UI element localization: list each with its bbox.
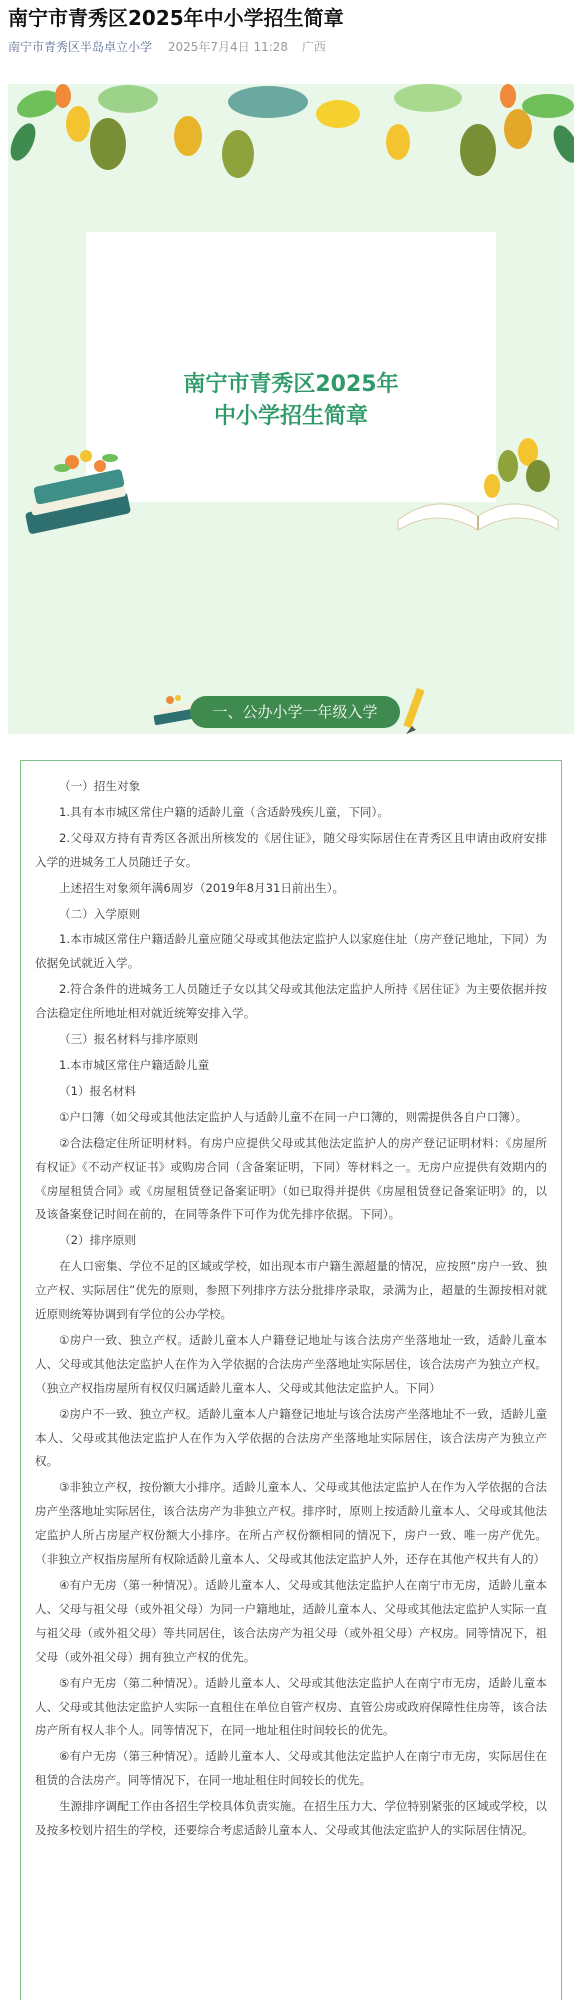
- content-paragraph: （2）排序原则: [59, 1233, 136, 1248]
- section-header: [150, 690, 440, 734]
- content-paragraph: ①房户一致、独立产权。适龄儿童本人户籍登记地址与该合法房产坐落地址一致，适龄儿童本人、父母或其他法定监护人在作为入学依据的合法房产坐落地址实际居住，该合法房产为独立产权。（独立产权指房屋所有权仅归属适龄儿童本人、父母或其他法定监护人。下同）: [35, 1332, 547, 1395]
- publish-location: 广西: [301, 40, 326, 54]
- content-paragraph: 2.符合条件的进城务工人员随迁子女以其父母或其他法定监护人所持《居住证》为主要依据并按合法稳定住所地址相对就近统筹安排入学。: [35, 982, 547, 1021]
- cover-image: [8, 84, 574, 734]
- cover-title-line-2: 中小学招生简章: [213, 404, 368, 429]
- content-paragraph: ③非独立产权，按份额大小排序。适龄儿童本人、父母或其他法定监护人在作为入学依据的合法房产坐落地址实际居住，该合法房产为非独立产权。排序时，原则上按适龄儿童本人、父母或其他法定监护人所占房屋产权份额大小排序。在所占产权份额相同的情况下，房户一致、唯一房产优先。（非独立产权指房屋所有权除适龄儿童本人、父母或其他法定监护人外，还存在其他产权共有人的）: [35, 1480, 547, 1567]
- content-paragraph: （二）入学原则: [59, 906, 141, 921]
- content-paragraph: 1.本市城区常住户籍适龄儿童: [59, 1057, 210, 1072]
- content-paragraph: ②合法稳定住所证明材料。有房户应提供父母或其他法定监护人的房产登记证明材料：《房屋所有权证》《不动产权证书》或购房合同（含备案证明，下同）等材料之一。无房户应提供有效期内的《房屋租赁合同》或《房屋租赁登记备案证明》（如已取得并提供《房屋租赁登记备案证明》的，以及该备案登记时间在前的，在同等条件下可作为优先排序依据。下同）。: [35, 1135, 547, 1222]
- cover-title-line-1: 南宁市青秀区2025年: [183, 372, 399, 397]
- content-paragraph: ④有户无房（第一种情况）。适龄儿童本人、父母或其他法定监护人在南宁市无房，适龄儿童本人、父母与祖父母（或外祖父母）为同一户籍地址，适龄儿童本人、父母或其他法定监护人实际一直与祖父母（或外祖父母）等共同居住，该合法房产为祖父母（或外祖父母）产权房。同等情况下，祖父母（或外祖父母）拥有独立产权的优先。: [35, 1578, 547, 1664]
- book-stack-illustration: [20, 444, 138, 540]
- article-meta: [8, 38, 326, 56]
- pencil-icon: [402, 684, 428, 740]
- open-book-illustration: [388, 430, 566, 542]
- publish-time: 2025年7月4日 11:28: [167, 40, 289, 54]
- leaves-decoration: [8, 84, 574, 194]
- content-paragraph: 1.具有本市城区常住户籍的适龄儿童（含适龄残疾儿童，下同）。: [59, 804, 389, 819]
- content-paragraph: （1）报名材料: [59, 1083, 136, 1098]
- content-paragraph: 在人口密集、学位不足的区域或学校，如出现本市户籍生源超量的情况，应按照“房户一致、独立产权、实际居住”优先的原则，参照下列排序方法分批排序录取，录满为止，超量的生源按相对就近原则统筹协调到有学位的公办学校。: [35, 1259, 547, 1322]
- article-title: 南宁市青秀区2025年中小学招生简章: [8, 6, 344, 30]
- content-paragraph: （一）招生对象: [59, 779, 141, 793]
- section-heading-pill: 一、公办小学一年级入学: [190, 696, 400, 728]
- content-paragraph: ②房户不一致、独立产权。适龄儿童本人户籍登记地址与该合法房产坐落地址不一致，适龄儿童本人、父母或其他法定监护人在作为入学依据的合法房产坐落地址实际居住，该合法房产为独立产权。: [35, 1406, 547, 1469]
- content-paragraph: ⑥有户无房（第三种情况）。适龄儿童本人、父母或其他法定监护人在南宁市无房，实际居住在租赁的合法房产。同等情况下，在同一地址租住时间较长的优先。: [35, 1749, 547, 1788]
- content-paragraph: 生源排序调配工作由各招生学校具体负责实施。在招生压力大、学位特别紧张的区域或学校，以及按多校划片招生的学校，还要综合考虑适龄儿童本人、父母或其他法定监护人的实际居住情况。: [35, 1799, 547, 1838]
- content-paragraph: 上述招生对象须年满6周岁（2019年8月31日前出生）。: [59, 880, 345, 895]
- content-paragraph: （三）报名材料与排序原则: [59, 1032, 199, 1047]
- content-paragraph: ⑤有户无房（第二种情况）。适龄儿童本人、父母或其他法定监护人在南宁市无房，适龄儿童本人、父母或其他法定监护人实际一直租住在单位自管产权房、直管公房或政府保障性住房等，该合法房产所有权人非个人。同等情况下，在同一地址租住时间较长的优先。: [35, 1675, 547, 1738]
- article-content: [20, 760, 562, 2000]
- content-paragraph: 1.本市城区常住户籍适龄儿童应随父母或其他法定监护人以家庭住址（房产登记地址，下同）为依据免试就近入学。: [35, 932, 547, 971]
- content-paragraph: 2.父母双方持有青秀区各派出所核发的《居住证》，随父母实际居住在青秀区且申请由政府安排入学的进城务工人员随迁子女。: [35, 830, 547, 869]
- account-name-link[interactable]: 南宁市青秀区半岛卓立小学: [8, 40, 153, 54]
- content-paragraph: ①户口簿（如父母或其他法定监护人与适龄儿童不在同一户口簿的，则需提供各自户口簿）。: [59, 1109, 528, 1124]
